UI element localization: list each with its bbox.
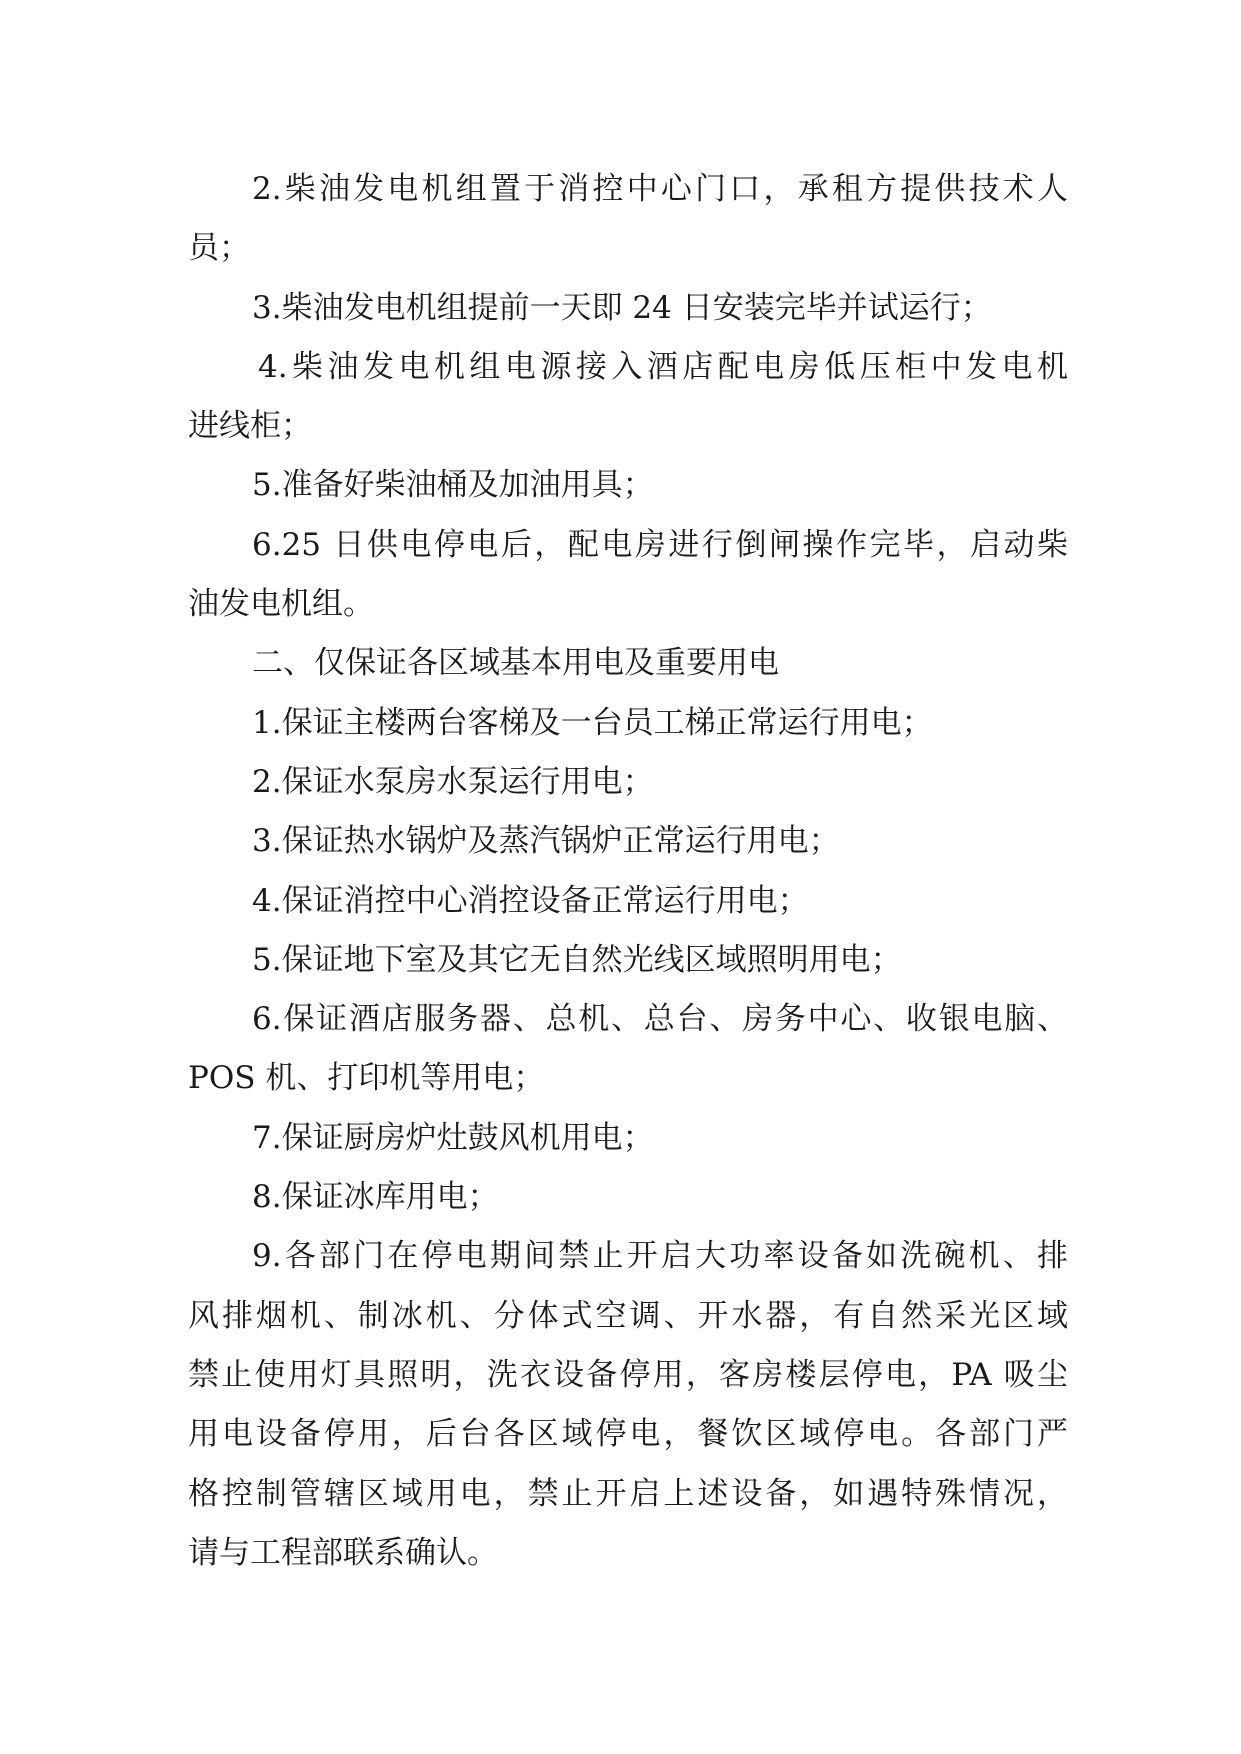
list-item-continuation: 格控制管辖区域用电，禁止开启上述设备，如遇特殊情况， — [188, 1475, 1068, 1512]
list-item: 7.保证厨房炉灶鼓风机用电； — [252, 1119, 654, 1156]
list-item-continuation: 用电设备停用，后台各区域停电，餐饮区域停电。各部门严 — [188, 1416, 1068, 1453]
list-item: 1.保证主楼两台客梯及一台员工梯正常运行用电； — [252, 704, 933, 741]
paragraph-line: 4.柴油发电机组电源接入酒店配电房低压柜中发电机 — [258, 348, 1068, 385]
paragraph-line: 员； — [188, 230, 250, 267]
list-item: 5.保证地下室及其它无自然光线区域照明用电； — [252, 941, 902, 978]
list-item: 9.各部门在停电期间禁止开启大功率设备如洗碗机、排 — [252, 1238, 1068, 1275]
list-item: 2.保证水泵房水泵运行用电； — [252, 763, 654, 800]
paragraph-line: 6.25 日供电停电后，配电房进行倒闸操作完毕，启动柴 — [252, 526, 1068, 563]
document-body — [188, 160, 1068, 1583]
list-item: 6.保证酒店服务器、总机、总台、房务中心、收银电脑、 — [252, 1001, 1068, 1038]
list-item-continuation: 请与工程部联系确认。 — [188, 1534, 498, 1571]
list-item-continuation: 风排烟机、制冰机、分体式空调、开水器，有自然采光区域 — [188, 1297, 1068, 1334]
paragraph-line: 3.柴油发电机组提前一天即 24 日安装完毕并试运行； — [252, 289, 992, 326]
paragraph-line: 油发电机组。 — [188, 586, 374, 623]
list-item-continuation: 禁止使用灯具照明，洗衣设备停用，客房楼层停电，PA 吸尘 — [188, 1356, 1068, 1393]
list-item: 4.保证消控中心消控设备正常运行用电； — [252, 882, 809, 919]
paragraph-line: 进线柜； — [188, 408, 312, 445]
section-heading: 二、仅保证各区域基本用电及重要用电 — [252, 645, 779, 682]
list-item: 3.保证热水锅炉及蒸汽锅炉正常运行用电； — [252, 823, 840, 860]
list-item-continuation: POS 机、打印机等用电； — [188, 1060, 545, 1097]
paragraph-line: 5.准备好柴油桶及加油用具； — [252, 467, 654, 504]
paragraph-line: 2.柴油发电机组置于消控中心门口，承租方提供技术人 — [252, 171, 1068, 207]
list-item: 8.保证冰库用电； — [252, 1179, 499, 1216]
